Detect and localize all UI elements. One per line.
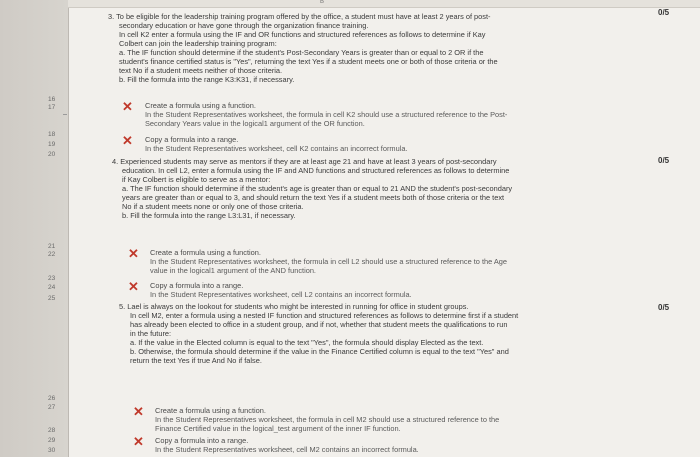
question-text-line: 3. To be eligible for the leadership training program offered by the office, a student must have at least 2 years of post-	[108, 12, 491, 21]
feedback-detail: In the Student Representatives worksheet, the formula in cell K2 should use a structured reference to the Post-	[145, 110, 508, 119]
column-header-strip	[68, 0, 700, 8]
feedback-title: Copy a formula into a range.	[145, 135, 239, 144]
row-number: 23	[48, 275, 56, 282]
feedback-detail: Secondary Years value in the logical1 argument of the OR function.	[145, 119, 365, 128]
question-text-line: 4. Experienced students may serve as mentors if they are at least age 21 and have at least 3 years of post-secondary	[112, 157, 497, 166]
question-text-line: in the future:	[130, 329, 172, 338]
row-number: 29	[48, 437, 56, 444]
question-text-line: a. The IF function should determine if the student's Post-Secondary Years is greater than or equal to 2 OR if the	[119, 48, 484, 57]
row-number: 18	[48, 131, 56, 138]
row-number: 30	[48, 447, 56, 454]
question-text-line: In cell K2 enter a formula using the IF and OR functions and structured references as follows to determine if Kay	[119, 30, 486, 39]
row-number: 28	[48, 427, 56, 434]
feedback-detail: In the Student Representatives worksheet, the formula in cell M2 should use a structured reference to the	[155, 415, 500, 424]
row-number: 17	[48, 104, 56, 111]
incorrect-x-icon: ✕	[122, 133, 133, 148]
question-text-line: In cell M2, enter a formula using a nested IF function and structured references as follows to determine first if a student	[130, 311, 519, 320]
feedback-title: Create a formula using a function.	[145, 101, 256, 110]
row-number: 24	[48, 284, 56, 291]
feedback-detail: Finance Certified value in the logical_test argument of the inner IF function.	[155, 424, 401, 433]
incorrect-x-icon: ✕	[133, 434, 144, 449]
row-number-gutter	[0, 0, 68, 457]
question-text-line: secondary education or have gone through the organization finance training.	[119, 21, 369, 30]
question-text-line: 5. Lael is always on the lookout for students who might be interested in running for office in student groups.	[119, 302, 469, 311]
row-number: 25	[48, 295, 56, 302]
feedback-detail: In the Student Representatives worksheet, cell L2 contains an incorrect formula.	[150, 290, 412, 299]
feedback-title: Copy a formula into a range.	[155, 436, 249, 445]
question-score: 0/5	[658, 8, 670, 17]
feedback-detail: In the Student Representatives worksheet, cell M2 contains an incorrect formula.	[155, 445, 419, 454]
question-score: 0/5	[658, 156, 670, 165]
incorrect-x-icon: ✕	[133, 404, 144, 419]
row-number: 19	[48, 141, 56, 148]
row-number: 22	[48, 251, 56, 258]
question-text-line: has already been elected to office in a student group, and if not, whether that student meets the qualifications to run	[130, 320, 508, 329]
question-text-line: No if a student meets none or only one of those criteria.	[122, 202, 304, 211]
incorrect-x-icon: ✕	[122, 99, 133, 114]
row-number: 16	[48, 96, 56, 103]
incorrect-x-icon: ✕	[128, 279, 139, 294]
question-text-line: a. The IF function should determine if the student's age is greater than or equal to 21 AND the student's post-secondary	[122, 184, 513, 193]
feedback-detail: In the Student Representatives worksheet, cell K2 contains an incorrect formula.	[145, 144, 408, 153]
question-text-line: a. If the value in the Elected column is equal to the text "Yes", the formula should display Elected as the text.	[130, 338, 484, 347]
feedback-title: Create a formula using a function.	[155, 406, 266, 415]
row-divider	[63, 114, 67, 115]
question-text-line: text No if a student meets neither of those criteria.	[119, 66, 283, 75]
row-number: 20	[48, 151, 56, 158]
question-text-line: b. Fill the formula into the range L3:L31, if necessary.	[122, 211, 296, 220]
question-text-line: education. In cell L2, enter a formula using the IF and AND functions and structured references as follows to determine	[122, 166, 510, 175]
feedback-title: Create a formula using a function.	[150, 248, 261, 257]
question-score: 0/5	[658, 303, 670, 312]
incorrect-x-icon: ✕	[128, 246, 139, 261]
feedback-detail: In the Student Representatives worksheet, the formula in cell L2 should use a structured reference to the Age	[150, 257, 508, 266]
feedback-title: Copy a formula into a range.	[150, 281, 244, 290]
question-text-line: if Kay Colbert is eligible to serve as a mentor:	[122, 175, 271, 184]
question-text-line: student's finance certified status is "Yes", returning the text Yes if a student meets one or both of those criteria or the	[119, 57, 498, 66]
question-text-line: return the text Yes if true And No if false.	[130, 356, 262, 365]
row-number: 21	[48, 243, 56, 250]
question-text-line: Colbert can join the leadership training program:	[119, 39, 277, 48]
row-number: 26	[48, 395, 56, 402]
column-letter: B	[320, 0, 325, 5]
question-text-line: b. Fill the formula into the range K3:K31, if necessary.	[119, 75, 295, 84]
row-number: 27	[48, 404, 56, 411]
feedback-detail: value in the logical1 argument of the AND function.	[150, 266, 316, 275]
question-text-line: years are greater than or equal to 3, and should return the text Yes if a student meets both of those criteria or the text	[122, 193, 505, 202]
question-text-line: b. Otherwise, the formula should determine if the value in the Finance Certified column is equal to the text "Yes" and	[130, 347, 509, 356]
